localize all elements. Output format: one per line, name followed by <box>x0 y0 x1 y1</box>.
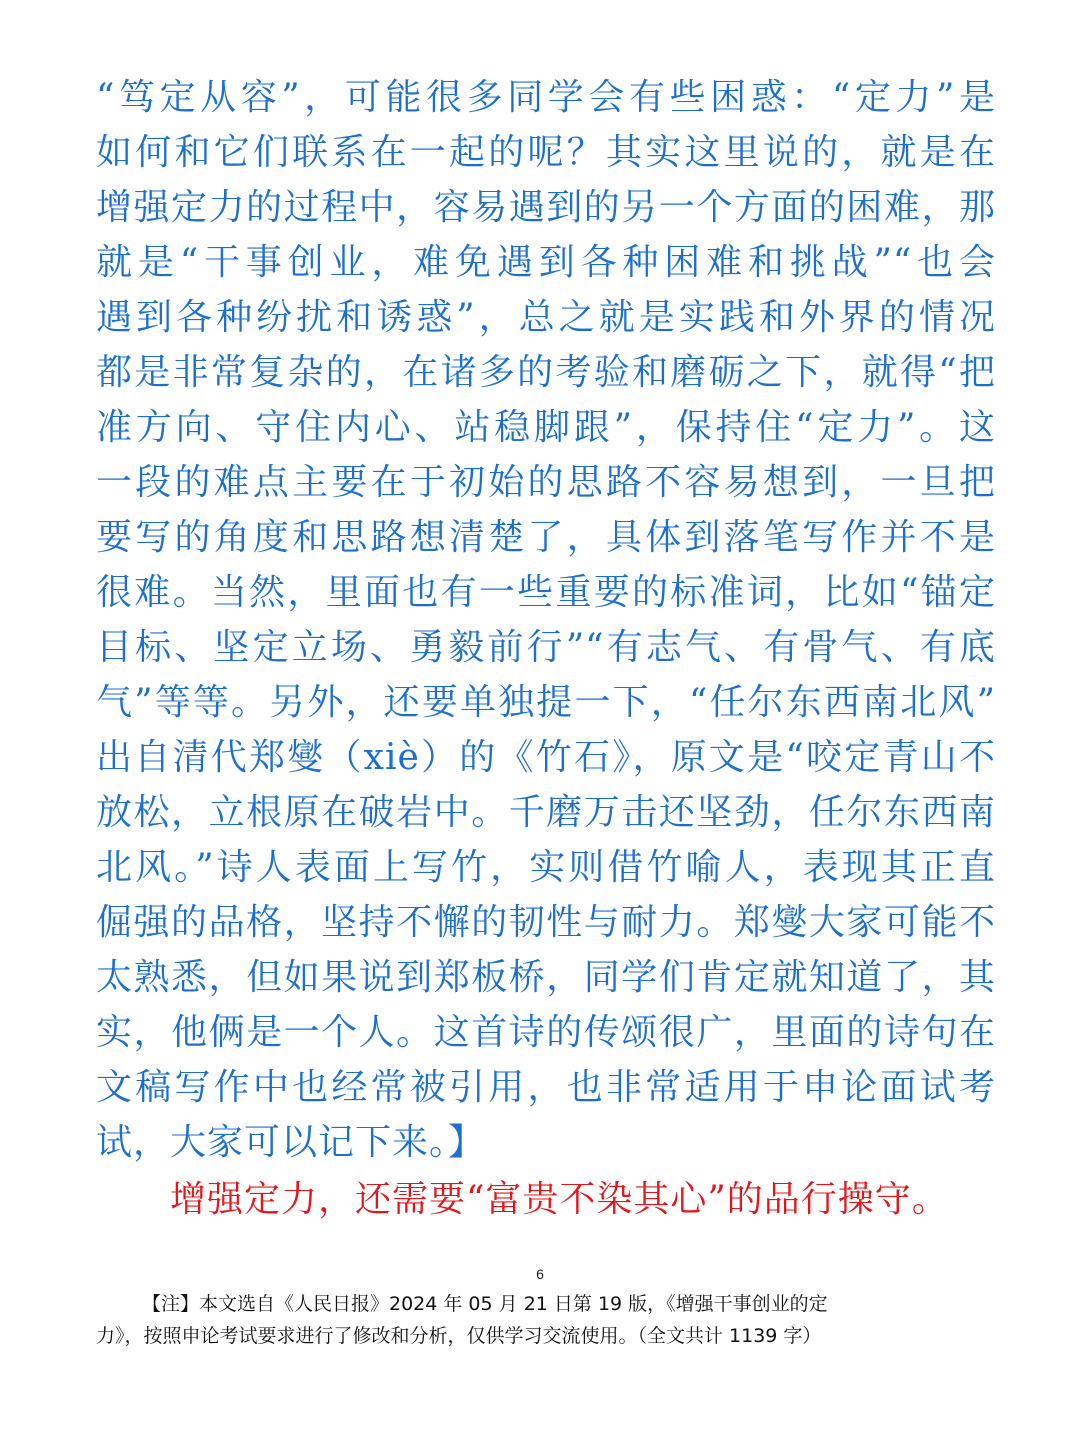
article-line: 太熟悉，但如果说到郑板桥，同学们肯定就知道了，其 <box>96 957 996 998</box>
page-number: 6 <box>536 1266 544 1282</box>
article-line: 文稿写作中也经常被引用，也非常适用于申论面试考 <box>96 1067 996 1108</box>
footnote <box>96 1288 996 1352</box>
article-line: 实，他俩是一个人。这首诗的传颂很广，里面的诗句在 <box>96 1012 996 1053</box>
article-line: 准方向、守住内心、站稳脚跟”，保持住“定力”。这 <box>96 407 996 448</box>
article-line: 放松，立根原在破岩中。千磨万击还坚劲，任尔东西南 <box>96 792 996 833</box>
article-line: 遇到各种纷扰和诱惑”，总之就是实践和外界的情况 <box>96 297 996 338</box>
footnote-line: 【注】本文选自《人民日报》2024 年 05 月 21 日第 19 版，《增强干事创业的定 <box>142 1293 828 1315</box>
footnote-line: 力》，按照申论考试要求进行了修改和分析，仅供学习交流使用。（全文共计 1139 字） <box>96 1325 822 1347</box>
article-line: 就是“干事创业，难免遇到各种困难和挑战”“也会 <box>96 242 996 283</box>
article-line: 倔强的品格，坚持不懈的韧性与耐力。郑燮大家可能不 <box>96 902 996 943</box>
article-line: 试，大家可以记下来。】 <box>96 1122 486 1163</box>
article-line: 如何和它们联系在一起的呢？其实这里说的，就是在 <box>96 132 996 173</box>
article-line: 增强定力的过程中，容易遇到的另一个方面的困难，那 <box>96 187 996 228</box>
article-line: “笃定从容”，可能很多同学会有些困惑：“定力”是 <box>96 77 996 118</box>
article-line: 很难。当然，里面也有一些重要的标准词，比如“锚定 <box>96 572 996 613</box>
article-line: 要写的角度和思路想清楚了，具体到落笔写作并不是 <box>96 517 996 558</box>
article-line: 都是非常复杂的，在诸多的考验和磨砺之下，就得“把 <box>96 352 996 393</box>
article-line: 气”等等。另外，还要单独提一下，“任尔东西南北风” <box>96 682 996 723</box>
article-line: 目标、坚定立场、勇毅前行”“有志气、有骨气、有底 <box>96 627 996 668</box>
article-line: 一段的难点主要在于初始的思路不容易想到，一旦把 <box>96 462 996 503</box>
article-body <box>96 70 996 1170</box>
highlight-sentence: 增强定力，还需要“富贵不染其心”的品行操守。 <box>170 1179 949 1220</box>
article-line: 北风。”诗人表面上写竹，实则借竹喻人，表现其正直 <box>96 847 996 888</box>
article-line: 出自清代郑燮（xiè）的《竹石》，原文是“咬定青山不 <box>96 737 996 778</box>
